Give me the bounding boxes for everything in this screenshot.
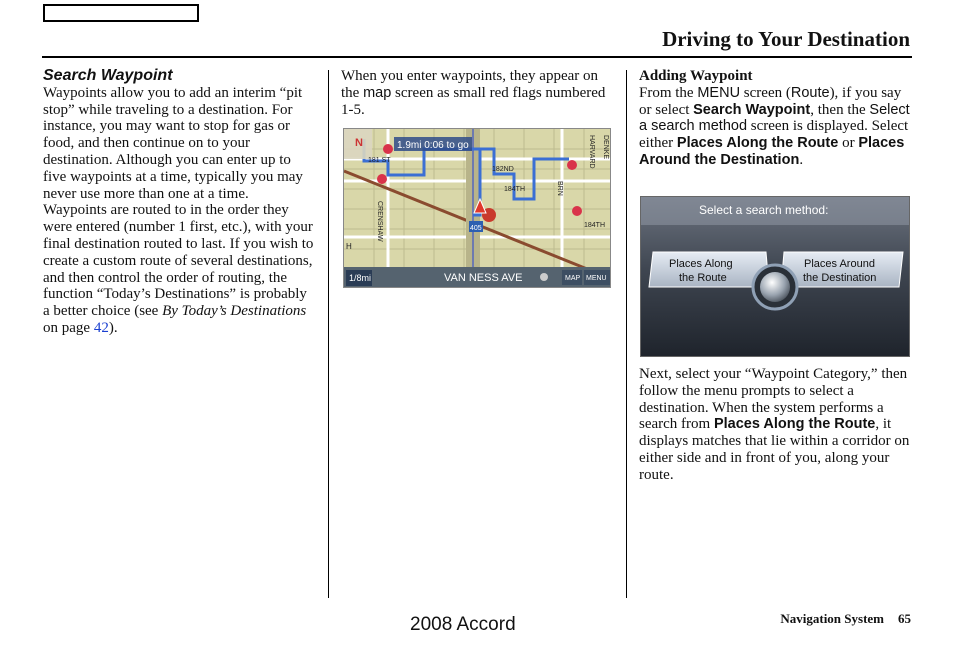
text: , then the bbox=[810, 101, 870, 118]
section-heading: Search Waypoint bbox=[43, 67, 173, 84]
body-paragraph bbox=[43, 85, 316, 337]
footer-model: 2008 Accord bbox=[410, 614, 516, 635]
freeway-shield-405: 405 bbox=[470, 225, 482, 232]
menu-button-label: MENU bbox=[586, 275, 607, 282]
column-divider-2 bbox=[626, 70, 627, 598]
sub-heading: Adding Waypoint bbox=[639, 68, 753, 84]
text: or bbox=[838, 135, 859, 152]
search-method-screen-image bbox=[640, 196, 910, 357]
text: , it displays matches that lie within a corridor on either side and in front of you, along your route. bbox=[639, 416, 910, 483]
column-map-intro bbox=[341, 68, 613, 118]
street-label-brn: BRN bbox=[556, 181, 563, 196]
along-label-line1: Places Along bbox=[669, 258, 733, 270]
street-label-denke: DENKE bbox=[602, 135, 609, 160]
map-intro-text: When you enter waypoints, they appear on the bbox=[341, 68, 598, 101]
current-street: VAN NESS AVE bbox=[444, 272, 523, 284]
select-search-method-screen-name: Select a search method bbox=[639, 101, 910, 135]
map-distance-to-go: 1.9mi 0:06 to go bbox=[397, 140, 469, 151]
page-link[interactable]: 42 bbox=[93, 319, 109, 336]
text: ), if you say or select bbox=[639, 84, 902, 118]
body-text: Waypoints allow you to add an interim “pit stop” while traveling to a destination. For instance, you may want to stop for gas or food, and then continue on to your destination. Although you can enter up to five waypoints at a time, typically you may never use more than one at a time. Waypoints are routed to in the order they were entered (number 1 first, etc.), with your final destination routed to last. If you wish to create a custom route of several destinations, and then control the order of routing, the function “Today’s Destinations” is probably a better choice (see bbox=[43, 84, 314, 320]
map-screen-name: map bbox=[363, 84, 392, 101]
street-label-h: H bbox=[346, 242, 352, 251]
column-adding-waypoint bbox=[639, 68, 914, 169]
along-label-line2: the Route bbox=[679, 272, 727, 284]
adding-waypoint-paragraph bbox=[639, 85, 914, 169]
footer-nav bbox=[780, 611, 911, 627]
text: From the bbox=[639, 84, 698, 101]
selector-knob-icon[interactable] bbox=[760, 272, 790, 302]
column-divider-1 bbox=[328, 70, 329, 598]
menu-screen-name: MENU bbox=[697, 84, 741, 101]
around-label-line2: the Destination bbox=[803, 272, 877, 284]
map-button-label: MAP bbox=[565, 275, 581, 282]
street-label-harvard: HARVARD bbox=[588, 135, 595, 169]
map-intro-text-end: screen as small red flags numbered 1-5. bbox=[341, 84, 606, 118]
street-label-184th-b: 184TH bbox=[584, 222, 606, 229]
places-around-destination-option: Places Around the Destination bbox=[639, 135, 905, 168]
text: Next, select your “Waypoint Category,” then follow the menu prompts to select a destination. When the system performs a search from bbox=[639, 366, 908, 433]
map-scale: 1/8mi bbox=[349, 273, 372, 283]
street-label-181st: 181 ST bbox=[368, 157, 391, 164]
page-title: Driving to Your Destination bbox=[662, 27, 910, 51]
text: screen is displayed. Select either bbox=[639, 118, 909, 152]
street-label-182nd: 182ND bbox=[492, 166, 514, 173]
search-waypoint-option: Search Waypoint bbox=[693, 101, 811, 118]
places-along-route-option: Places Along the Route bbox=[676, 135, 839, 152]
map-intro-paragraph bbox=[341, 68, 613, 118]
text: . bbox=[799, 151, 804, 168]
cross-reference-title: By Today’s Destinations bbox=[162, 303, 307, 320]
header-tab-box bbox=[43, 4, 199, 22]
street-label-crenshaw: CRENSHAW bbox=[376, 201, 383, 242]
route-screen-name: Route bbox=[790, 84, 830, 101]
title-rule bbox=[42, 56, 912, 58]
map-screen-image bbox=[343, 128, 611, 288]
cross-reference-end: ). bbox=[108, 319, 118, 336]
north-marker: N bbox=[355, 137, 363, 149]
search-screen-title: Select a search method: bbox=[699, 203, 829, 217]
around-label-line1: Places Around bbox=[804, 258, 875, 270]
page-number: 65 bbox=[898, 611, 911, 626]
text: screen ( bbox=[740, 84, 791, 101]
footer-section: Navigation System bbox=[780, 611, 884, 626]
places-along-route-ref: Places Along the Route bbox=[713, 416, 876, 433]
column-search-waypoint bbox=[43, 68, 316, 337]
cross-reference-text: on page bbox=[43, 319, 94, 336]
search-result-paragraph bbox=[639, 366, 914, 484]
column-adding-waypoint-continued bbox=[639, 366, 914, 484]
street-label-184th-a: 184TH bbox=[504, 186, 526, 193]
